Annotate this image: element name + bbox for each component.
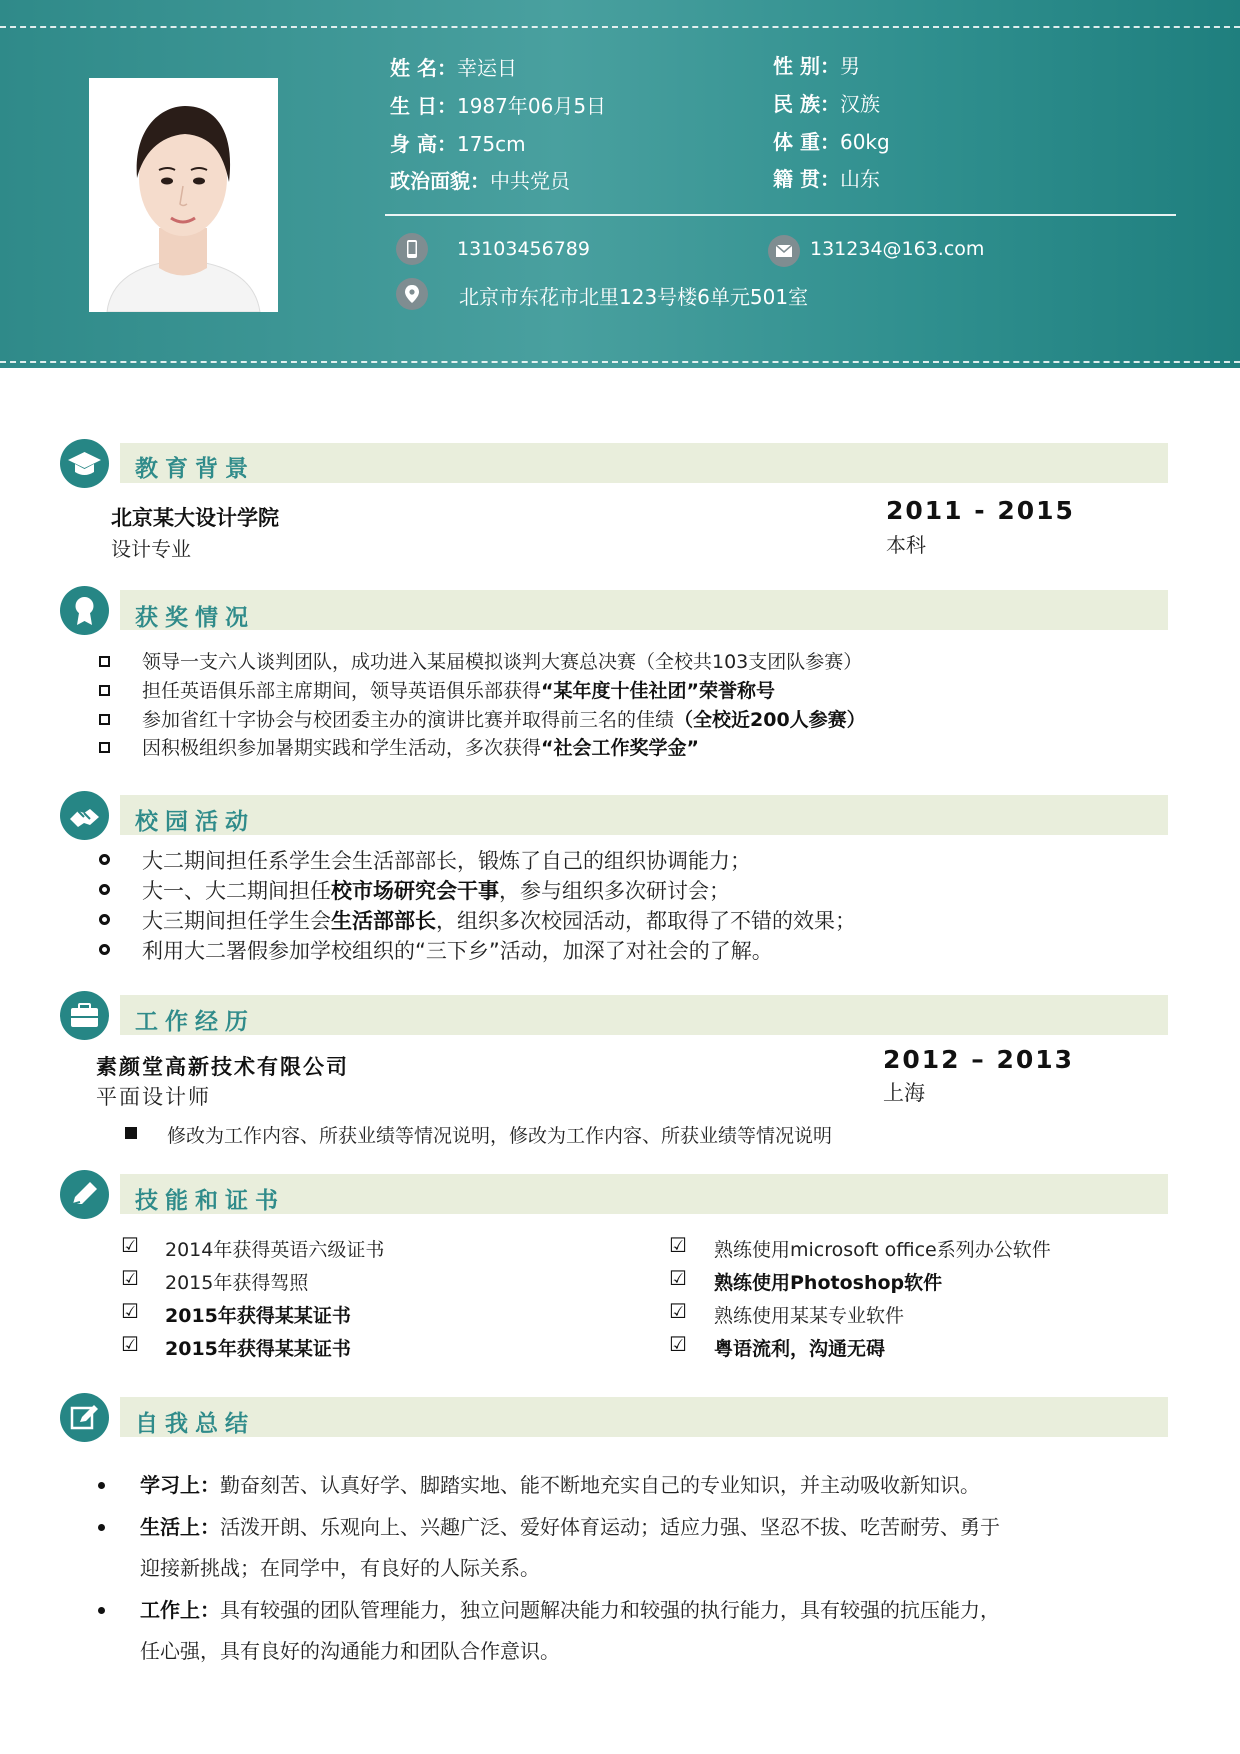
hometown-value: 山东 — [839, 167, 880, 191]
summary-title: 自我总结 — [135, 1411, 255, 1437]
briefcase-icon — [60, 991, 109, 1040]
skill-left-3: 2015年获得某某证书 — [165, 1305, 351, 1327]
summary-item-3-cont: 任心强，具有良好的沟通能力和团队合作意识。 — [140, 1639, 560, 1663]
list-bullet — [125, 1127, 137, 1139]
summary-label: 生活上： — [140, 1515, 220, 1539]
header-banner — [0, 0, 1240, 368]
politics-label: 政治面貌： — [390, 169, 490, 193]
award-item-1 — [142, 647, 862, 674]
dashed-border-top — [0, 26, 1240, 28]
campus-text: ，组织多次校园活动，都取得了不错的效果； — [436, 909, 856, 933]
location-pin-icon — [396, 278, 428, 310]
award-highlight: “某年度十佳社团”荣誉称号 — [541, 680, 775, 702]
checkbox-icon: ☑ — [121, 1299, 139, 1323]
checkbox-icon: ☑ — [669, 1332, 687, 1356]
education-years: 2011 - 2015 — [886, 496, 1075, 525]
profile-photo — [89, 78, 278, 312]
checkbox-icon: ☑ — [121, 1332, 139, 1356]
company-name: 素颜堂高新技术有限公司 — [96, 1055, 349, 1079]
summary-label: 工作上： — [140, 1598, 220, 1622]
campus-item-3 — [142, 905, 856, 935]
ethnicity-field — [773, 88, 880, 117]
summary-text: 活泼开朗、乐观向上、兴趣广泛、爱好体育运动；适应力强、坚忍不拔、吃苦耐劳、勇于 — [220, 1515, 1000, 1539]
skill-right-1: 熟练使用microsoft office系列办公软件 — [714, 1239, 1051, 1261]
height-field — [390, 128, 526, 157]
list-bullet — [99, 656, 110, 667]
campus-highlight: 生活部部长 — [331, 909, 436, 933]
list-bullet — [98, 1524, 105, 1531]
list-bullet — [99, 944, 110, 955]
campus-item-4 — [142, 935, 773, 965]
politics-value: 中共党员 — [490, 169, 570, 193]
summary-item-1 — [140, 1469, 980, 1498]
summary-item-2-cont: 迎接新挑战；在同学中，有良好的人际关系。 — [140, 1556, 540, 1580]
gender-label: 性 别： — [773, 54, 840, 78]
award-text: 参加省红十字协会与校团委主办的演讲比赛并取得前三名的佳绩 — [142, 709, 675, 731]
work-title: 工作经历 — [135, 1009, 255, 1035]
graduation-cap-icon — [60, 439, 109, 488]
list-bullet — [99, 742, 110, 753]
award-medal-icon — [60, 586, 109, 635]
birth-field — [390, 90, 606, 119]
ethnicity-value: 汉族 — [839, 92, 880, 116]
hometown-label: 籍 贯： — [773, 167, 840, 191]
name-field — [390, 52, 517, 81]
checkbox-icon: ☑ — [669, 1233, 687, 1257]
birth-value: 1987年06月5日 — [456, 94, 607, 118]
campus-section-bar — [120, 795, 1168, 835]
list-bullet — [99, 685, 110, 696]
email-icon — [768, 235, 800, 267]
list-bullet — [98, 1482, 105, 1489]
dashed-border-bottom — [0, 361, 1240, 363]
summary-label: 学习上： — [140, 1473, 220, 1497]
phone-number: 13103456789 — [457, 238, 590, 260]
campus-text: 大二期间担任系学生会生活部部长，锻炼了自己的组织协调能力； — [142, 849, 751, 873]
checkbox-icon: ☑ — [121, 1233, 139, 1257]
work-city: 上海 — [883, 1081, 925, 1105]
summary-item-3 — [140, 1594, 1000, 1623]
handshake-icon — [60, 791, 109, 840]
major: 设计专业 — [111, 537, 191, 561]
skills-title: 技能和证书 — [135, 1188, 285, 1214]
job-position: 平面设计师 — [96, 1085, 211, 1109]
skill-right-3: 熟练使用某某专业软件 — [714, 1305, 905, 1327]
campus-text: ，参与组织多次研讨会； — [499, 879, 730, 903]
checkbox-icon: ☑ — [669, 1266, 687, 1290]
summary-item-2 — [140, 1511, 1000, 1540]
checkbox-icon: ☑ — [121, 1266, 139, 1290]
work-detail: 修改为工作内容、所获业绩等情况说明，修改为工作内容、所获业绩等情况说明 — [167, 1125, 833, 1147]
campus-text: 大一、大二期间担任 — [142, 879, 331, 903]
list-bullet — [99, 884, 110, 895]
phone-icon — [396, 233, 428, 265]
weight-value: 60kg — [839, 130, 890, 154]
awards-section-bar — [120, 590, 1168, 630]
gender-field — [773, 50, 860, 79]
email-address: 131234@163.com — [810, 238, 985, 260]
award-item-4 — [142, 733, 699, 760]
politics-field — [390, 165, 570, 194]
edit-note-icon — [60, 1393, 109, 1442]
height-label: 身 高： — [390, 132, 457, 156]
awards-title: 获奖情况 — [135, 605, 255, 631]
birth-label: 生 日： — [390, 94, 457, 118]
hometown-field — [773, 163, 880, 192]
skill-right-2: 熟练使用Photoshop软件 — [714, 1272, 943, 1294]
weight-field — [773, 126, 890, 155]
height-value: 175cm — [456, 132, 526, 156]
school-name: 北京某大设计学院 — [111, 506, 279, 530]
degree: 本科 — [886, 533, 926, 557]
award-item-2 — [142, 676, 775, 703]
name-label: 姓 名： — [390, 56, 457, 80]
summary-section-bar — [120, 1397, 1168, 1437]
skill-left-2: 2015年获得驾照 — [165, 1272, 309, 1294]
award-highlight: （全校近200人参赛） — [674, 709, 866, 731]
award-highlight: “社会工作奖学金” — [541, 737, 699, 759]
list-bullet — [99, 714, 110, 725]
address: 北京市东花市北里123号楼6单元501室 — [459, 285, 809, 309]
skill-left-1: 2014年获得英语六级证书 — [165, 1239, 385, 1261]
list-bullet — [99, 914, 110, 925]
campus-item-2 — [142, 875, 730, 905]
summary-text: 具有较强的团队管理能力，独立问题解决能力和较强的执行能力，具有较强的抗压能力， — [220, 1598, 1000, 1622]
award-item-3 — [142, 705, 866, 732]
skill-left-4: 2015年获得某某证书 — [165, 1338, 351, 1360]
ethnicity-label: 民 族： — [773, 92, 840, 116]
gender-value: 男 — [839, 54, 860, 78]
header-divider — [385, 214, 1176, 216]
campus-title: 校园活动 — [135, 809, 255, 835]
award-text: 担任英语俱乐部主席期间，领导英语俱乐部获得 — [142, 680, 542, 702]
skill-right-4: 粤语流利，沟通无碍 — [714, 1338, 886, 1360]
campus-highlight: 校市场研究会干事 — [331, 879, 499, 903]
award-text: 领导一支六人谈判团队，成功进入某届模拟谈判大赛总决赛（全校共103支团队参赛） — [142, 651, 863, 673]
list-bullet — [99, 854, 110, 865]
work-years: 2012 – 2013 — [883, 1045, 1075, 1074]
checkbox-icon: ☑ — [669, 1299, 687, 1323]
campus-text: 大三期间担任学生会 — [142, 909, 331, 933]
list-bullet — [98, 1607, 105, 1614]
education-section-bar — [120, 443, 1168, 483]
campus-item-1 — [142, 845, 751, 875]
weight-label: 体 重： — [773, 130, 840, 154]
name-value: 幸运日 — [456, 56, 517, 80]
pencil-certificate-icon — [60, 1170, 109, 1219]
work-section-bar — [120, 995, 1168, 1035]
summary-text: 勤奋刻苦、认真好学、脚踏实地、能不断地充实自己的专业知识，并主动吸收新知识。 — [220, 1473, 980, 1497]
education-title: 教育背景 — [135, 456, 255, 482]
award-text: 因积极组织参加暑期实践和学生活动，多次获得 — [142, 737, 542, 759]
campus-text: 利用大二署假参加学校组织的“三下乡”活动，加深了对社会的了解。 — [142, 939, 773, 963]
